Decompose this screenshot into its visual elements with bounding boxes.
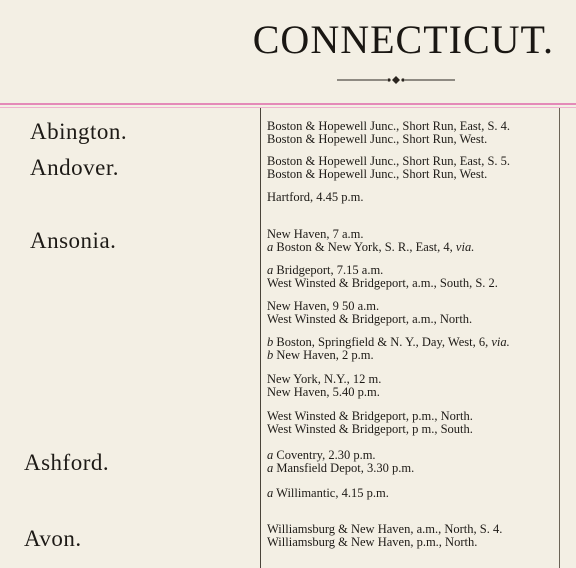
town-name: Abington. — [30, 119, 128, 144]
route-entry — [267, 155, 510, 180]
route-line — [267, 168, 510, 181]
route-entry — [267, 449, 414, 474]
route-text: Boston & Hopewell Junc., Short Run, East, S. 4. — [267, 119, 511, 133]
route-text: Boston & New York, S. R., East, 4, — [273, 239, 456, 254]
route-line — [267, 386, 381, 399]
pink-rule — [0, 103, 576, 105]
route-text: Bridgeport, 7.15 a.m. — [273, 263, 384, 277]
pink-rule-thin — [0, 107, 576, 108]
route-entry — [267, 523, 502, 548]
route-prefix: a — [267, 263, 274, 277]
route-text: Boston & Hopewell Junc., Short Run, East, S. 5. — [267, 154, 511, 168]
column-divider-left — [260, 108, 261, 568]
route-text: New Haven, 5.40 p.m. — [267, 384, 380, 399]
route-entry — [267, 373, 381, 398]
route-line — [267, 191, 364, 204]
route-prefix: a — [267, 239, 274, 254]
route-text: West Winsted & Bridgeport, p m., South. — [267, 421, 473, 436]
route-text: New Haven, 2 p.m. — [273, 347, 374, 362]
town-name: Ansonia. — [30, 228, 117, 253]
route-prefix: a — [267, 460, 274, 475]
route-text: Williamsburg & New Haven, p.m., North. — [267, 534, 478, 549]
route-text: Boston & Hopewell Junc., Short Run, West. — [267, 166, 488, 181]
town-name: Avon. — [24, 526, 82, 551]
route-text: Boston, Springfield & N. Y., Day, West, 6, — [273, 335, 492, 349]
town-name: Andover. — [30, 155, 119, 180]
route-entry — [267, 487, 389, 500]
route-entry — [267, 300, 472, 325]
route-text: New Haven, 7 a.m. — [267, 227, 364, 241]
route-text: Mansfield Depot, 3.30 p.m. — [273, 460, 415, 475]
route-entry — [267, 228, 474, 253]
route-entry — [267, 336, 510, 361]
route-text: Hartford, 4.45 p.m. — [267, 190, 364, 204]
route-prefix: a — [267, 448, 274, 462]
route-entry — [267, 410, 473, 435]
route-prefix: b — [267, 335, 274, 349]
route-line — [267, 277, 498, 290]
route-text: Williamsburg & New Haven, a.m., North, S. 4. — [267, 522, 503, 536]
route-line — [267, 133, 510, 146]
route-entry — [267, 264, 498, 289]
route-text: Willimantic, 4.15 p.m. — [273, 486, 389, 500]
route-text: New Haven, 9 50 a.m. — [267, 299, 380, 313]
page-title: CONNECTICUT. — [252, 17, 554, 62]
route-line — [267, 241, 474, 254]
route-line — [267, 313, 472, 326]
route-line — [267, 536, 502, 549]
route-text: Coventry, 2.30 p.m. — [273, 448, 376, 462]
route-suffix: via. — [455, 239, 475, 254]
ornament-divider-icon — [337, 73, 455, 87]
route-entry — [267, 120, 510, 145]
route-line — [267, 462, 414, 475]
route-line — [267, 423, 473, 436]
route-prefix: a — [267, 486, 274, 500]
column-divider-right — [559, 108, 560, 568]
route-prefix: b — [267, 347, 274, 362]
route-text: West Winsted & Bridgeport, a.m., South, S. 2. — [267, 275, 498, 290]
route-suffix: via. — [491, 335, 510, 349]
route-text: West Winsted & Bridgeport, a.m., North. — [267, 311, 473, 326]
route-text: New York, N.Y., 12 m. — [267, 372, 382, 386]
town-name: Ashford. — [24, 450, 110, 475]
route-line — [267, 349, 510, 362]
route-line — [267, 487, 389, 500]
route-text: West Winsted & Bridgeport, p.m., North. — [267, 409, 473, 423]
route-text: Boston & Hopewell Junc., Short Run, West. — [267, 131, 488, 146]
route-entry — [267, 191, 364, 204]
